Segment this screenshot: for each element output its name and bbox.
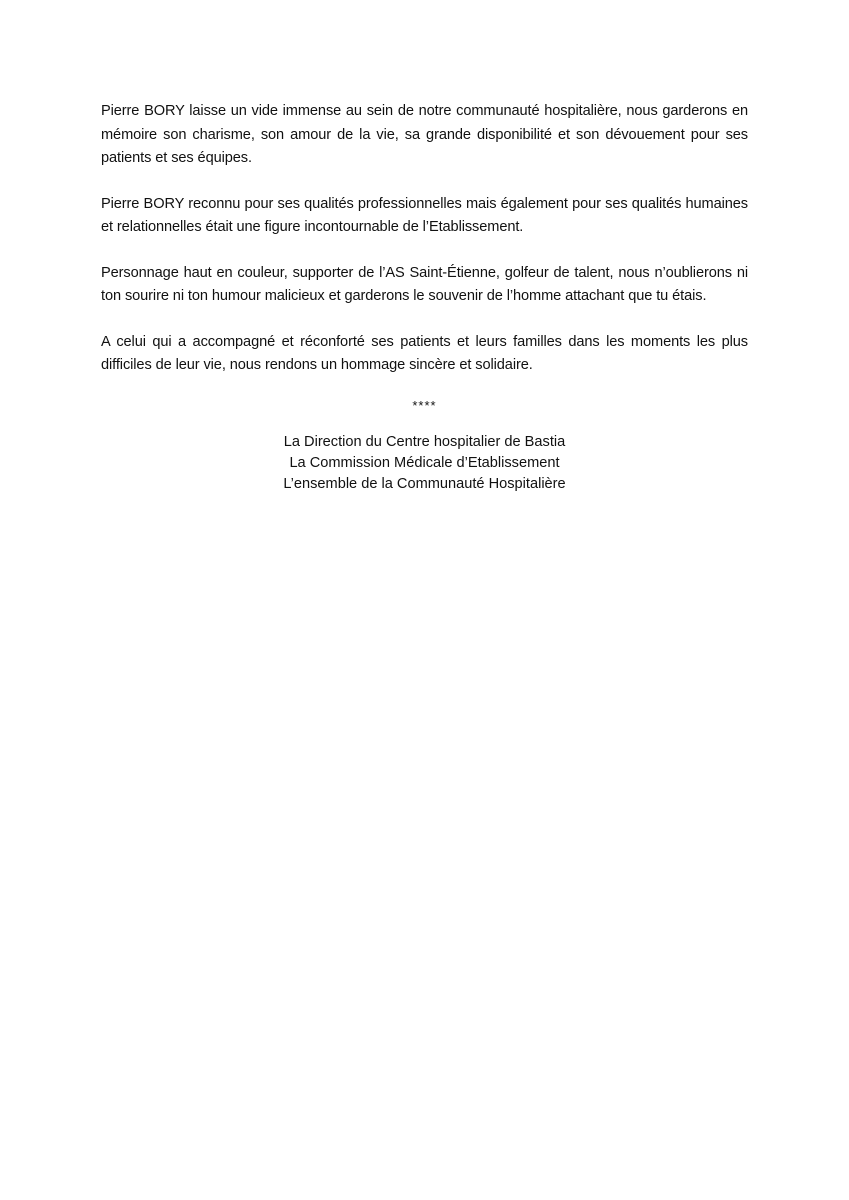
document-body bbox=[101, 100, 748, 495]
signature-line: La Direction du Centre hospitalier de Bastia bbox=[283, 433, 566, 450]
signature-block bbox=[101, 432, 748, 495]
paragraph: Pierre BORY reconnu pour ses qualités professionnelles mais également pour ses qualités humaines et relationnelles était une figure incontournable de l’Etablissement. bbox=[101, 195, 748, 235]
paragraph: A celui qui a accompagné et réconforté ses patients et leurs familles dans les moments les plus difficiles de leur vie, nous rendons un hommage sincère et solidaire. bbox=[101, 333, 748, 373]
paragraph: Personnage haut en couleur, supporter de l’AS Saint-Étienne, golfeur de talent, nous n’oublierons ni ton sourire ni ton humour malicieux et garderons le souvenir de l’homme attachant que tu étais. bbox=[101, 264, 748, 304]
signature-line: La Commission Médicale d’Etablissement bbox=[289, 454, 560, 471]
paragraph: Pierre BORY laisse un vide immense au sein de notre communauté hospitalière, nous garderons en mémoire son charisme, son amour de la vie, sa grande disponibilité et son dévouement pour ses patients et ses équipes. bbox=[101, 103, 748, 166]
signature-line: L’ensemble de la Communauté Hospitalière bbox=[283, 475, 566, 492]
section-separator: **** bbox=[412, 397, 437, 413]
